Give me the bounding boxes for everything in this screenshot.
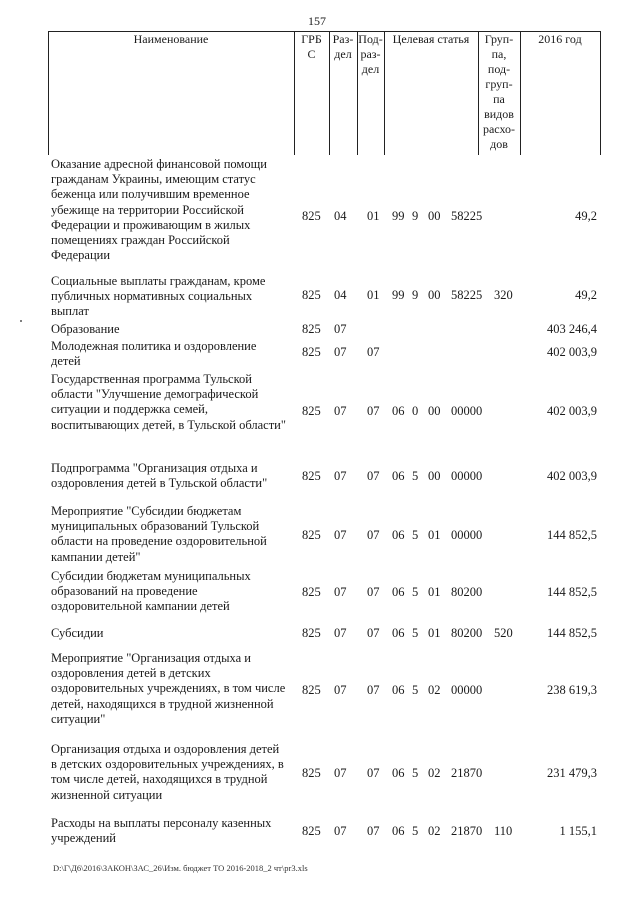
row-grbs: 825	[302, 322, 321, 336]
col-divider	[520, 31, 521, 155]
row-amount: 402 003,9	[547, 469, 597, 483]
row-podrazdel: 07	[367, 626, 380, 640]
row-group: 520	[494, 626, 513, 640]
row-cs-subprogram: 5	[412, 824, 419, 838]
row-name: Образование	[51, 322, 120, 336]
header-name: Наименование	[133, 32, 209, 46]
row-razdel: 07	[334, 824, 347, 838]
row-cs-subprogram: 9	[412, 288, 419, 302]
row-cs-subprogram: 9	[412, 209, 419, 223]
row-razdel: 07	[334, 345, 347, 359]
col-divider	[384, 31, 385, 155]
row-cs-event: 01	[428, 585, 441, 599]
row-cs-program: 06	[392, 683, 405, 697]
row-cs-direction: 00000	[451, 404, 483, 418]
header-expense-group: Груп- па, под- груп- па видов расхо- дов	[482, 32, 516, 151]
row-amount: 402 003,9	[547, 404, 597, 418]
row-grbs: 825	[302, 469, 321, 483]
row-amount: 144 852,5	[547, 528, 597, 542]
row-cs-subprogram: 0	[412, 404, 419, 418]
row-podrazdel: 07	[367, 824, 380, 838]
row-razdel: 07	[334, 469, 347, 483]
page-number: 157	[308, 14, 326, 28]
row-name: Социальные выплаты гражданам, кроме публичных нормативных социальных выплат	[51, 274, 266, 319]
row-razdel: 04	[334, 209, 347, 223]
row-cs-program: 99	[392, 288, 405, 302]
row-name: Молодежная политика и оздоровление детей	[51, 339, 257, 369]
row-cs-program: 06	[392, 824, 405, 838]
row-cs-program: 99	[392, 209, 405, 223]
row-podrazdel: 07	[367, 683, 380, 697]
row-podrazdel: 07	[367, 528, 380, 542]
header-grbs: ГРБ С	[301, 32, 322, 61]
row-razdel: 07	[334, 626, 347, 640]
row-cs-subprogram: 5	[412, 766, 419, 780]
row-grbs: 825	[302, 683, 321, 697]
row-razdel: 07	[334, 322, 347, 336]
row-podrazdel: 07	[367, 469, 380, 483]
row-podrazdel: 01	[367, 209, 380, 223]
row-cs-direction: 80200	[451, 585, 483, 599]
row-grbs: 825	[302, 404, 321, 418]
row-cs-program: 06	[392, 766, 405, 780]
row-podrazdel: 01	[367, 288, 380, 302]
row-amount: 144 852,5	[547, 626, 597, 640]
row-name: Государственная программа Тульской области "Улучшение демографической ситуации и поддержка семей, воспитывающих детей, в Тульской области"	[51, 372, 286, 432]
row-cs-program: 06	[392, 626, 405, 640]
row-cs-subprogram: 5	[412, 528, 419, 542]
row-cs-direction: 21870	[451, 766, 483, 780]
row-cs-direction: 00000	[451, 469, 483, 483]
row-cs-event: 00	[428, 404, 441, 418]
row-amount: 403 246,4	[547, 322, 597, 336]
row-grbs: 825	[302, 824, 321, 838]
row-name: Мероприятие "Организация отдыха и оздоровления детей в детских оздоровительных учреждениях, в том числе детей, находящихся в трудной жизненной ситуации"	[51, 651, 286, 726]
row-razdel: 07	[334, 404, 347, 418]
row-amount: 1 155,1	[559, 824, 597, 838]
row-group: 320	[494, 288, 513, 302]
row-razdel: 07	[334, 528, 347, 542]
row-grbs: 825	[302, 626, 321, 640]
row-amount: 402 003,9	[547, 345, 597, 359]
footer-file-path: D:\Г\Д6\2016\ЗАКОН\ЗАС_26\Изм. бюджет ТО 2016-2018_2 чт\pr3.xls	[53, 863, 308, 873]
row-razdel: 07	[334, 585, 347, 599]
row-podrazdel: 07	[367, 404, 380, 418]
col-divider	[600, 31, 601, 155]
row-amount: 238 619,3	[547, 683, 597, 697]
row-cs-event: 02	[428, 766, 441, 780]
row-cs-program: 06	[392, 404, 405, 418]
row-cs-direction: 58225	[451, 288, 483, 302]
row-cs-event: 02	[428, 683, 441, 697]
row-name: Мероприятие "Субсидии бюджетам муниципальных образований Тульской области на проведение оздоровительной кампании детей"	[51, 504, 267, 564]
row-grbs: 825	[302, 528, 321, 542]
row-cs-event: 00	[428, 209, 441, 223]
row-cs-direction: 00000	[451, 528, 483, 542]
row-razdel: 07	[334, 683, 347, 697]
row-cs-program: 06	[392, 585, 405, 599]
row-cs-event: 00	[428, 469, 441, 483]
row-group: 110	[494, 824, 513, 838]
row-razdel: 07	[334, 766, 347, 780]
row-amount: 144 852,5	[547, 585, 597, 599]
row-grbs: 825	[302, 585, 321, 599]
row-cs-event: 02	[428, 824, 441, 838]
row-cs-program: 06	[392, 528, 405, 542]
row-grbs: 825	[302, 209, 321, 223]
row-cs-direction: 80200	[451, 626, 483, 640]
row-cs-direction: 00000	[451, 683, 483, 697]
row-amount: 49,2	[575, 209, 597, 223]
col-divider	[48, 31, 49, 155]
row-cs-event: 00	[428, 288, 441, 302]
row-grbs: 825	[302, 766, 321, 780]
header-target-article: Целевая статья	[392, 32, 470, 46]
row-cs-subprogram: 5	[412, 585, 419, 599]
row-cs-subprogram: 5	[412, 626, 419, 640]
header-podrazdel: Под- раз- дел	[358, 32, 383, 76]
row-cs-event: 01	[428, 626, 441, 640]
row-name: Оказание адресной финансовой помощи гражданам Украины, имеющим статус беженца или получившим временное убежище на территории Российской Федерации и проживающим в жилых помещениях граждан Российской Федерации	[51, 157, 267, 263]
row-podrazdel: 07	[367, 766, 380, 780]
row-podrazdel: 07	[367, 345, 380, 359]
row-cs-subprogram: 5	[412, 469, 419, 483]
row-name: Организация отдыха и оздоровления детей в детских оздоровительных учреждениях, в том числе детей, находящихся в трудной жизненной ситуации	[51, 742, 284, 802]
row-name: Подпрограмма "Организация отдыха и оздоровления детей в Тульской области"	[51, 461, 268, 491]
header-razdel: Раз- дел	[332, 32, 354, 61]
row-grbs: 825	[302, 345, 321, 359]
row-amount: 231 479,3	[547, 766, 597, 780]
row-amount: 49,2	[575, 288, 597, 302]
scan-speck	[20, 320, 22, 322]
row-razdel: 04	[334, 288, 347, 302]
row-grbs: 825	[302, 288, 321, 302]
row-cs-program: 06	[392, 469, 405, 483]
header-year: 2016 год	[538, 32, 582, 46]
row-name: Расходы на выплаты персоналу казенных учреждений	[51, 816, 272, 846]
row-cs-direction: 21870	[451, 824, 483, 838]
row-cs-direction: 58225	[451, 209, 483, 223]
row-podrazdel: 07	[367, 585, 380, 599]
row-name: Субсидии бюджетам муниципальных образований на проведение оздоровительной кампании детей	[51, 569, 251, 614]
row-cs-event: 01	[428, 528, 441, 542]
row-name: Субсидии	[51, 626, 104, 640]
row-cs-subprogram: 5	[412, 683, 419, 697]
